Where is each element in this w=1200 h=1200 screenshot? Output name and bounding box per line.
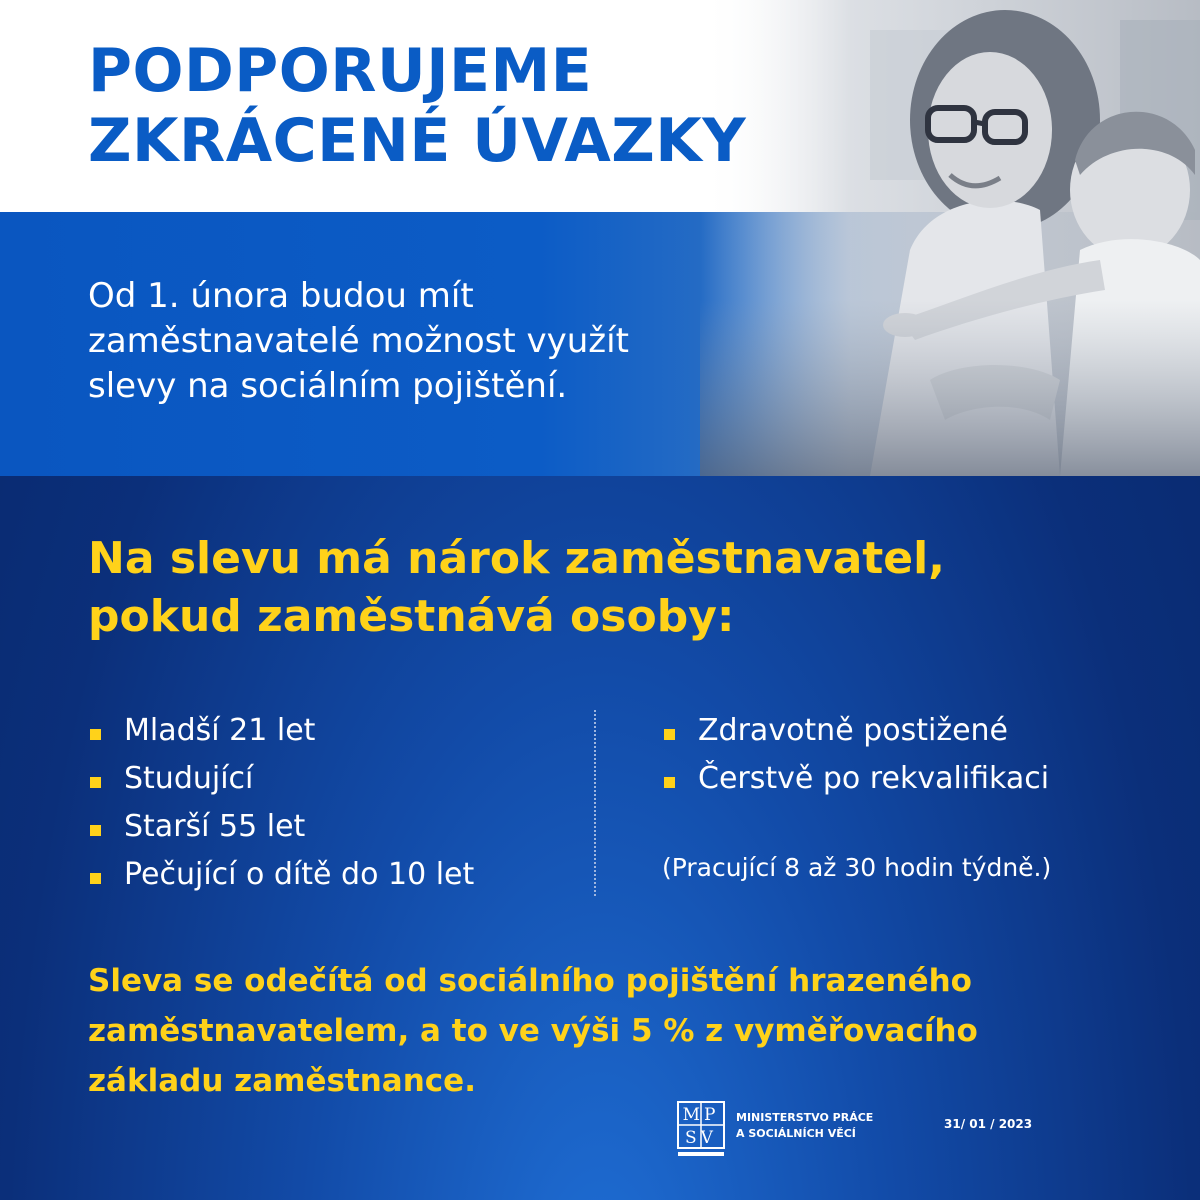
title-line-2: ZKRÁCENÉ ÚVAZKY	[88, 106, 747, 176]
logo-letters-top: MP	[682, 1105, 720, 1125]
eligibility-list-left	[90, 707, 474, 899]
square-bullet-icon	[90, 825, 101, 836]
column-divider	[594, 710, 596, 896]
eligibility-heading-line-2: pokud zaměstnává osoby:	[88, 591, 735, 642]
title-line-1: PODPORUJEME	[88, 36, 593, 106]
discount-line-1: Sleva se odečítá od sociálního pojištění hrazeného	[88, 963, 972, 999]
mpsv-logo	[676, 1100, 726, 1158]
list-item	[90, 707, 474, 755]
list-item-label: Studující	[124, 761, 254, 796]
eligibility-heading	[88, 530, 945, 646]
page-title	[88, 36, 746, 176]
ministry-name-line-2: A SOCIÁLNÍCH VĚCÍ	[736, 1127, 856, 1140]
intro-text	[88, 274, 808, 409]
list-item	[664, 707, 1049, 755]
ministry-name	[736, 1110, 873, 1142]
list-item-label: Zdravotně postižené	[698, 713, 1008, 748]
list-item-label: Mladší 21 let	[124, 713, 316, 748]
square-bullet-icon	[664, 777, 675, 788]
list-item	[90, 803, 474, 851]
intro-line-3: slevy na sociálním pojištění.	[88, 366, 568, 406]
eligibility-heading-line-1: Na slevu má nárok zaměstnavatel,	[88, 533, 945, 584]
list-item-label: Čerstvě po rekvalifikaci	[698, 761, 1050, 796]
square-bullet-icon	[90, 873, 101, 884]
list-item	[90, 851, 474, 899]
square-bullet-icon	[664, 729, 675, 740]
ministry-name-line-1: MINISTERSTVO PRÁCE	[736, 1111, 874, 1124]
discount-line-3: základu zaměstnance.	[88, 1063, 476, 1099]
discount-line-2: zaměstnavatelem, a to ve výši 5 % z vyměřovacího	[88, 1013, 978, 1049]
list-item	[664, 755, 1049, 803]
publication-date: 31/ 01 / 2023	[944, 1117, 1033, 1131]
discount-text	[88, 956, 978, 1106]
list-item	[90, 755, 474, 803]
list-item-label: Pečující o dítě do 10 let	[124, 857, 475, 892]
list-item-label: Starší 55 let	[124, 809, 306, 844]
square-bullet-icon	[90, 777, 101, 788]
eligibility-list-right	[664, 707, 1049, 803]
square-bullet-icon	[90, 729, 101, 740]
intro-line-2: zaměstnavatelé možnost využít	[88, 321, 629, 361]
logo-letters-bottom: SV	[685, 1128, 717, 1148]
intro-line-1: Od 1. února budou mít	[88, 276, 474, 316]
hours-note: (Pracující 8 až 30 hodin týdně.)	[662, 853, 1052, 882]
